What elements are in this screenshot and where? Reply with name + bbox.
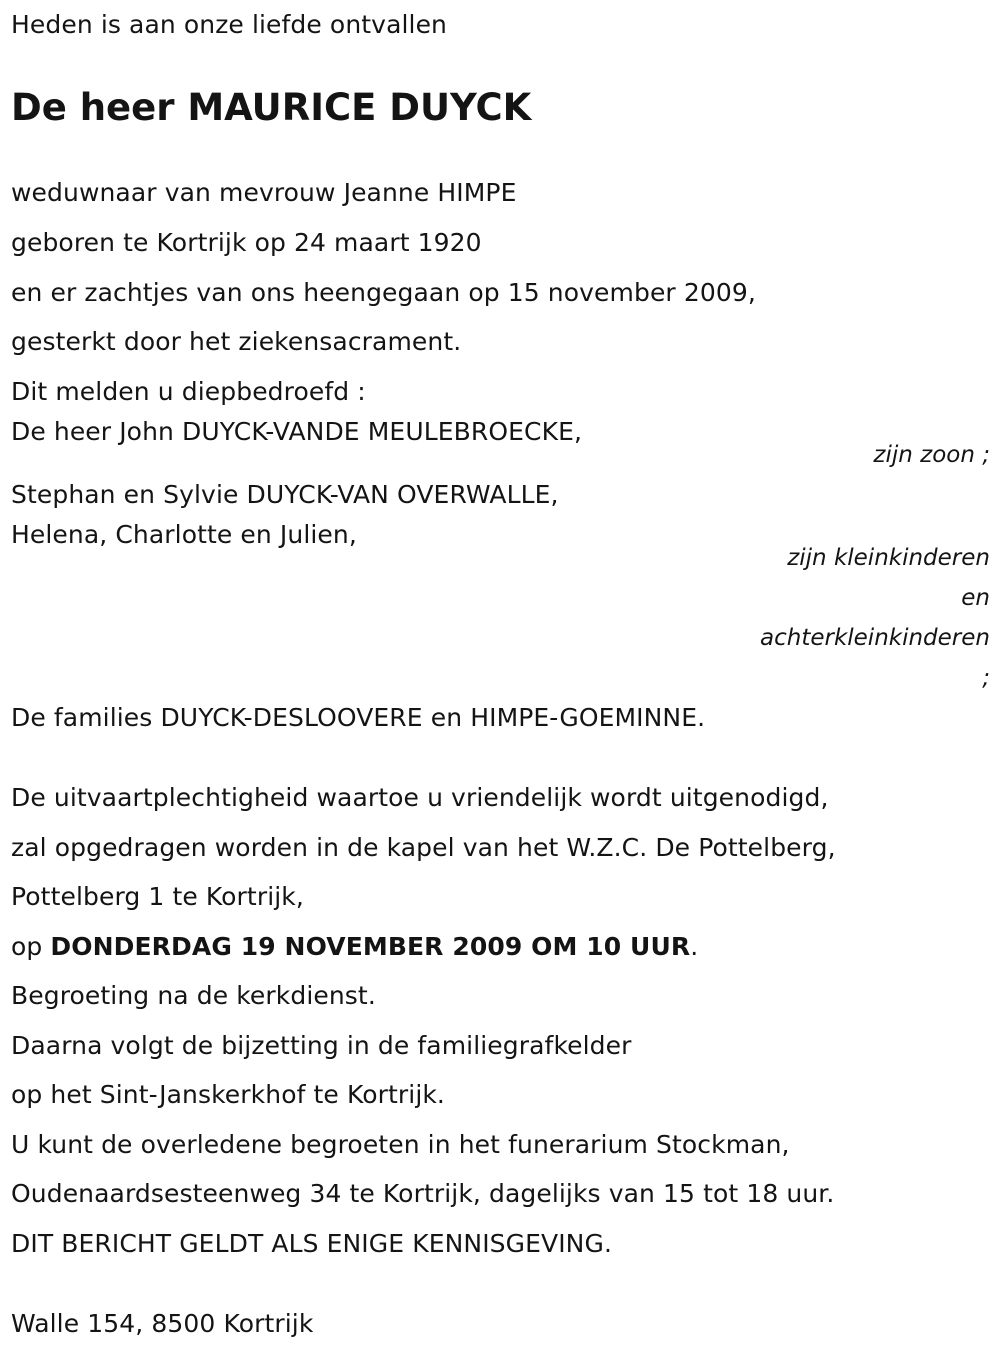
bio-line-born: geboren te Kortrijk op 24 maart 1920 xyxy=(11,228,482,257)
grandchildren-relation-3: achterkleinkinderen xyxy=(760,625,990,651)
families-text: De families DUYCK-DESLOOVERE en HIMPE-GOEMINNE. xyxy=(11,703,706,732)
grandchildren-relation-2: en xyxy=(961,585,990,611)
ceremony-date-suffix: . xyxy=(690,932,699,961)
ceremony-date-line xyxy=(11,932,698,962)
ceremony-line-1: De uitvaartplechtigheid waartoe u vriendelijk wordt uitgenodigd, xyxy=(11,783,829,812)
son-relation: zijn zoon ; xyxy=(873,442,990,468)
address-text: Walle 154, 8500 Kortrijk xyxy=(11,1309,314,1338)
grandchildren-line-1: Stephan en Sylvie DUYCK-VAN OVERWALLE, xyxy=(11,480,559,509)
deceased-name-title: De heer MAURICE DUYCK xyxy=(11,86,532,129)
ceremony-line-8: U kunt de overledene begroeten in het funerarium Stockman, xyxy=(11,1130,790,1159)
ceremony-date: DONDERDAG 19 NOVEMBER 2009 OM 10 UUR xyxy=(50,932,691,961)
grandchildren-relation-4: ; xyxy=(982,665,990,691)
ceremony-date-prefix: op xyxy=(11,932,51,961)
ceremony-line-9: Oudenaardsesteenweg 34 te Kortrijk, dagelijks van 15 tot 18 uur. xyxy=(11,1179,835,1208)
intro-text: Heden is aan onze liefde ontvallen xyxy=(11,10,448,39)
ceremony-line-3: Pottelberg 1 te Kortrijk, xyxy=(11,882,304,911)
announce-text: Dit melden u diepbedroefd : xyxy=(11,377,366,406)
grandchildren-line-2: Helena, Charlotte en Julien, xyxy=(11,520,357,549)
bio-line-widower: weduwnaar van mevrouw Jeanne HIMPE xyxy=(11,178,517,207)
ceremony-line-10: DIT BERICHT GELDT ALS ENIGE KENNISGEVING. xyxy=(11,1229,612,1258)
ceremony-line-7: op het Sint-Janskerkhof te Kortrijk. xyxy=(11,1080,445,1109)
son-name: De heer John DUYCK-VANDE MEULEBROECKE, xyxy=(11,417,583,446)
bio-line-sacrament: gesterkt door het ziekensacrament. xyxy=(11,327,462,356)
ceremony-line-5: Begroeting na de kerkdienst. xyxy=(11,981,376,1010)
bio-line-passed: en er zachtjes van ons heengegaan op 15 november 2009, xyxy=(11,278,756,307)
grandchildren-relation-1: zijn kleinkinderen xyxy=(787,545,990,571)
ceremony-line-2: zal opgedragen worden in de kapel van het W.Z.C. De Pottelberg, xyxy=(11,833,836,862)
ceremony-line-6: Daarna volgt de bijzetting in de familiegrafkelder xyxy=(11,1031,632,1060)
